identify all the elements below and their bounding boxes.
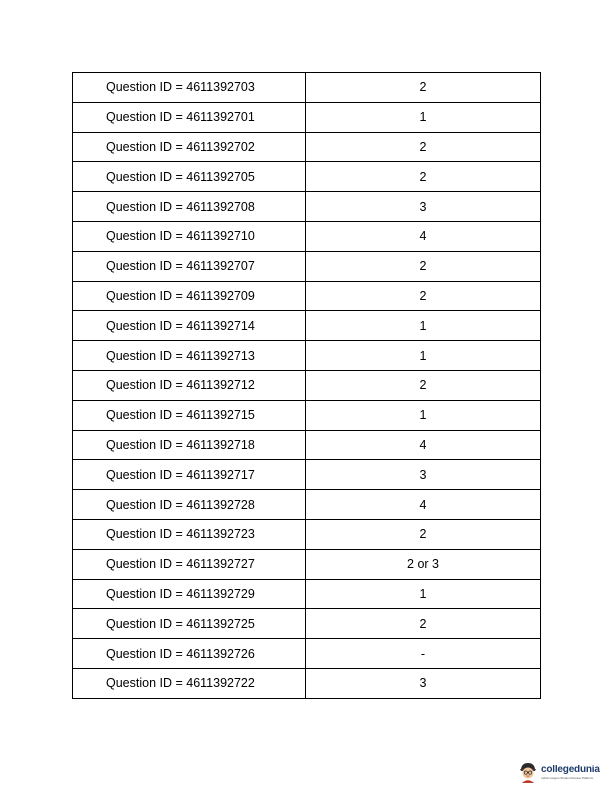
answer-cell: 2 [306, 132, 541, 162]
answer-cell: 1 [306, 311, 541, 341]
question-id-cell: Question ID = 4611392713 [73, 341, 306, 371]
question-id-cell: Question ID = 4611392701 [73, 102, 306, 132]
answer-cell: 2 [306, 519, 541, 549]
table-row [73, 311, 541, 341]
answer-cell: 2 [306, 281, 541, 311]
question-id-cell: Question ID = 4611392722 [73, 668, 306, 698]
answer-cell: 4 [306, 221, 541, 251]
question-id-cell: Question ID = 4611392702 [73, 132, 306, 162]
question-id-cell: Question ID = 4611392705 [73, 162, 306, 192]
answer-key-body [73, 73, 541, 699]
table-row [73, 192, 541, 222]
answer-cell: 4 [306, 490, 541, 520]
table-row [73, 460, 541, 490]
table-row [73, 400, 541, 430]
question-id-cell: Question ID = 4611392710 [73, 221, 306, 251]
question-id-cell: Question ID = 4611392709 [73, 281, 306, 311]
answer-cell: 2 [306, 251, 541, 281]
question-id-cell: Question ID = 4611392715 [73, 400, 306, 430]
table-row [73, 281, 541, 311]
table-row [73, 668, 541, 698]
question-id-cell: Question ID = 4611392714 [73, 311, 306, 341]
question-id-cell: Question ID = 4611392725 [73, 609, 306, 639]
table-row [73, 519, 541, 549]
question-id-cell: Question ID = 4611392712 [73, 370, 306, 400]
answer-cell: 2 or 3 [306, 549, 541, 579]
question-id-cell: Question ID = 4611392703 [73, 73, 306, 103]
answer-cell: 1 [306, 341, 541, 371]
answer-cell: 3 [306, 668, 541, 698]
table-row [73, 341, 541, 371]
logo-text-block [541, 765, 600, 780]
table-row [73, 132, 541, 162]
question-id-cell: Question ID = 4611392723 [73, 519, 306, 549]
table-row [73, 251, 541, 281]
table-row [73, 162, 541, 192]
answer-cell: 1 [306, 102, 541, 132]
table-row [73, 430, 541, 460]
table-row [73, 102, 541, 132]
answer-cell: 2 [306, 73, 541, 103]
answer-cell: 1 [306, 579, 541, 609]
answer-cell: 4 [306, 430, 541, 460]
table-row [73, 549, 541, 579]
logo-wordmark: collegedunia [541, 764, 600, 775]
question-id-cell: Question ID = 4611392726 [73, 639, 306, 669]
question-id-cell: Question ID = 4611392708 [73, 192, 306, 222]
answer-cell: 3 [306, 460, 541, 490]
question-id-cell: Question ID = 4611392717 [73, 460, 306, 490]
question-id-cell: Question ID = 4611392728 [73, 490, 306, 520]
table-row [73, 370, 541, 400]
answer-cell: 1 [306, 400, 541, 430]
answer-cell: 2 [306, 609, 541, 639]
answer-key-table [72, 72, 541, 699]
question-id-cell: Question ID = 4611392707 [73, 251, 306, 281]
question-id-cell: Question ID = 4611392718 [73, 430, 306, 460]
table-row [73, 579, 541, 609]
question-id-cell: Question ID = 4611392727 [73, 549, 306, 579]
answer-cell: 2 [306, 162, 541, 192]
logo-tagline: India's largest Student Review Platform [541, 775, 594, 780]
collegedunia-logo [518, 758, 610, 786]
table-row [73, 73, 541, 103]
question-id-cell: Question ID = 4611392729 [73, 579, 306, 609]
student-mascot-icon [518, 760, 538, 784]
table-row [73, 221, 541, 251]
table-row [73, 639, 541, 669]
answer-cell: 3 [306, 192, 541, 222]
table-row [73, 490, 541, 520]
answer-cell: 2 [306, 370, 541, 400]
answer-cell: - [306, 639, 541, 669]
table-row [73, 609, 541, 639]
